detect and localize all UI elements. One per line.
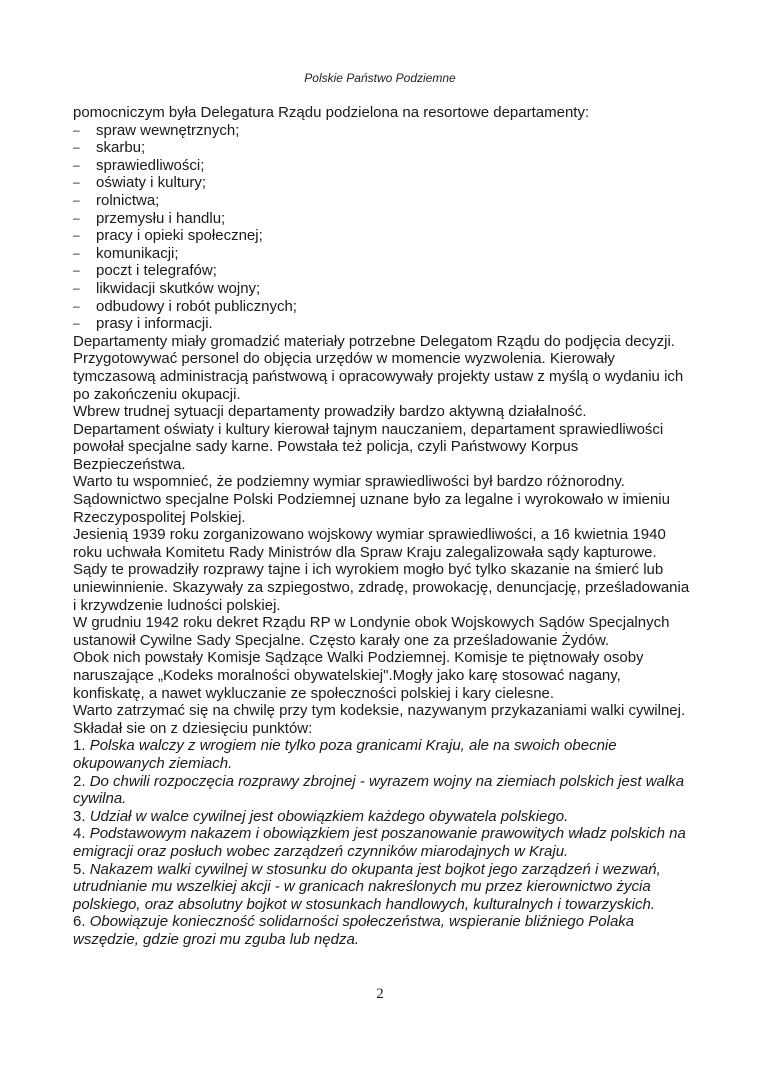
- dash-bullet: –: [73, 228, 80, 243]
- list-item: – oświaty i kultury;: [73, 174, 207, 192]
- dash-bullet: –: [73, 245, 80, 260]
- dash-bullet: –: [73, 157, 80, 172]
- intro-line: pomocniczym była Delegatura Rządu podzielona na resortowe departamenty:: [73, 104, 590, 121]
- list-item: – odbudowy i robót publicznych;: [73, 297, 297, 315]
- list-item: – rolnictwa;: [73, 191, 160, 209]
- code-point-2: 2. Do chwili rozpoczęcia rozprawy zbrojnej - wyrazem wojny na ziemiach polskich jest walka cywilna.: [73, 772, 685, 808]
- dash-bullet: –: [73, 263, 80, 278]
- list-item: – spraw wewnętrznych;: [73, 121, 240, 139]
- paragraph: Warto zatrzymać się na chwilę przy tym kodeksie, nazywanym przykazaniami walki cywilnej. Składał sie on z dziesięciu punktów:: [73, 702, 686, 737]
- dash-bullet: –: [73, 280, 80, 295]
- code-point-4: 4. Podstawowym nakazem i obowiązkiem jest poszanowanie prawowitych władz polskich na emigracji oraz posłuch wobec zarządzeń czynników miarodajnych w Kraju.: [73, 825, 686, 860]
- dash-bullet: –: [73, 175, 80, 190]
- dash-bullet: –: [73, 122, 80, 137]
- list-item: – komunikacji;: [73, 244, 179, 262]
- code-point-6: 6. Obowiązuje konieczność solidarności społeczeństwa, wspieranie bliźniego Polaka wszędzie, gdzie grozi mu zguba lub nędza.: [73, 913, 635, 948]
- paragraph: Departament oświaty i kultury kierował tajnym nauczaniem, departament sprawiedliwości powołał specjalne sady karne. Powstała też policja, czyli Państwowy Korpus Bezpieczeństwa.: [73, 420, 664, 473]
- paragraph: W grudniu 1942 roku dekret Rządu RP w Londynie obok Wojskowych Sądów Specjalnych ustanowił Cywilne Sady Specjalne. Często karały one za prześladowanie Żydów.: [73, 614, 670, 649]
- list-item: – poczt i telegrafów;: [73, 262, 217, 280]
- list-item: – przemysłu i handlu;: [73, 209, 226, 227]
- list-item: – pracy i opieki społecznej;: [73, 227, 263, 245]
- code-point-3: 3. Udział w walce cywilnej jest obowiązkiem każdego obywatela polskiego.: [73, 807, 569, 825]
- paragraph: Sądy te prowadziły rozprawy tajne i ich wyrokiem mogło być tylko skazanie na śmierć lub uniewinnienie. Skazywały za szpiegostwo, zdradę, prowokację, denuncjację, prześladowania i krzywdzenie ludności polskiej.: [73, 561, 690, 614]
- body-text: [73, 104, 693, 949]
- paragraph: Warto tu wspomnieć, że podziemny wymiar sprawiedliwości był bardzo różnorodny.: [73, 473, 625, 491]
- list-item: – skarbu;: [73, 139, 146, 157]
- paragraph: Wbrew trudnej sytuacji departamenty prowadziły bardzo aktywną działalność.: [73, 403, 587, 421]
- dash-bullet: –: [73, 298, 80, 313]
- departments-list: [73, 122, 693, 333]
- running-header: Polskie Państwo Podziemne: [304, 71, 456, 85]
- dash-bullet: –: [73, 210, 80, 225]
- code-point-5: 5. Nakazem walki cywilnej w stosunku do okupanta jest bojkot jego zarządzeń i wezwań, utrudnianie mu wszelkiej akcji - w granicach nakreślonych mu przez kierownictwo życia polskiego, oraz absolutny bojkot w stosunkach handlowych, kulturalnych i towarzyskich.: [73, 860, 661, 913]
- paragraph: Sądownictwo specjalne Polski Podziemnej uznane było za legalne i wyrokowało w imieniu Rzeczypospolitej Polskiej.: [73, 491, 670, 526]
- code-point-1: 1. Polska walczy z wrogiem nie tylko poza granicami Kraju, ale na swoich obecnie okupowanych ziemiach.: [73, 737, 617, 772]
- dash-bullet: –: [73, 192, 80, 207]
- list-item: – sprawiedliwości;: [73, 156, 205, 174]
- dash-bullet: –: [73, 140, 80, 155]
- dash-bullet: –: [73, 316, 80, 331]
- list-item: – likwidacji skutków wojny;: [73, 279, 261, 297]
- list-item: – prasy i informacji.: [73, 315, 213, 333]
- paragraph: Departamenty miały gromadzić materiały potrzebne Delegatom Rządu do podjęcia decyzji. Przygotowywać personel do objęcia urzędów w momencie wyzwolenia. Kierowały tymczasową administracją państwową i opracowywały projekty ustaw z myślą o wydaniu ich po zakończeniu okupacji.: [73, 332, 684, 403]
- paragraph: Obok nich powstały Komisje Sądzące Walki Podziemnej. Komisje te piętnowały osoby naruszające „Kodeks moralności obywatelskiej".Mogły jako karę stosować nagany, konfiskatę, a nawet wykluczanie ze społeczności polskiej i kary cielesne.: [73, 649, 644, 702]
- page-number: 2: [376, 986, 384, 1002]
- paragraph: Jesienią 1939 roku zorganizowano wojskowy wymiar sprawiedliwości, a 16 kwietnia 1940 roku uchwała Komitetu Rady Ministrów dla Spraw Kraju zalegalizowała sądy kapturowe.: [73, 526, 666, 561]
